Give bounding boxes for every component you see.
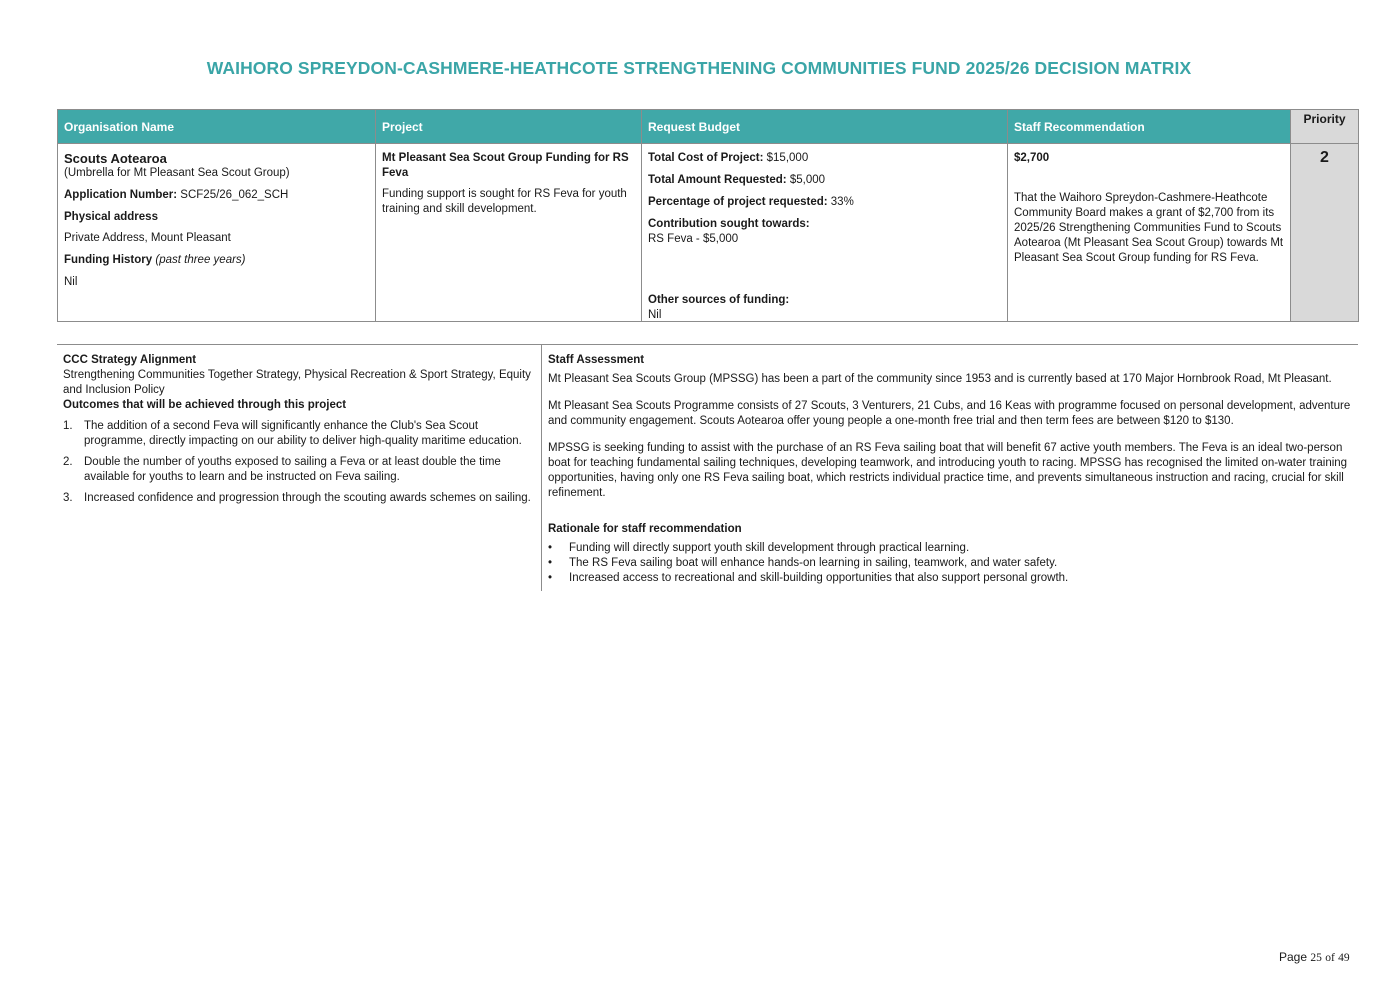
rationale-heading: Rationale for staff recommendation <box>548 523 742 535</box>
page-label: Page <box>1279 950 1308 964</box>
funding-history-label: Funding History <box>64 254 153 266</box>
contribution-label: Contribution sought towards: <box>648 218 810 230</box>
list-item-text: The addition of a second Feva will significantly enhance the Club's Sea Scout programme, directly impacting on our ability to deliver high-quality maritime education. <box>84 420 522 447</box>
physical-address: Private Address, Mount Pleasant <box>64 232 231 244</box>
funding-history-value: Nil <box>64 276 78 288</box>
budget-cell <box>642 144 1008 322</box>
table-header-row <box>58 110 1359 144</box>
list-item <box>63 491 533 506</box>
list-item-number: 1. <box>63 420 73 432</box>
other-sources <box>648 293 789 323</box>
page-total: 49 <box>1338 952 1350 964</box>
assessment-section <box>57 344 1358 591</box>
list-item-text: The RS Feva sailing boat will enhance hands-on learning in sailing, teamwork, and water safety. <box>569 557 1058 569</box>
list-item-text: Funding will directly support youth skill development through practical learning. <box>569 542 970 554</box>
decision-matrix-table <box>57 109 1359 322</box>
application-number-label: Application Number: <box>64 189 178 201</box>
bullet-icon: • <box>548 572 553 584</box>
project-cell <box>376 144 642 322</box>
recommendation-cell <box>1008 144 1291 322</box>
total-cost-value: $15,000 <box>766 152 809 164</box>
application-number-line <box>64 188 369 203</box>
application-number: SCF25/26_062_SCH <box>180 189 289 201</box>
strategy-text: Strengthening Communities Together Strategy, Physical Recreation & Sport Strategy, Equity and Inclusion Policy <box>63 369 531 396</box>
percentage-label: Percentage of project requested: <box>648 196 828 208</box>
strategy-heading: CCC Strategy Alignment <box>63 354 197 366</box>
outcomes-heading: Outcomes that will be achieved through this project <box>63 399 347 411</box>
list-item <box>548 556 1356 571</box>
organisation-umbrella: (Umbrella for Mt Pleasant Sea Scout Group) <box>64 167 290 179</box>
project-description: Funding support is sought for RS Feva for youth training and skill development. <box>382 188 627 215</box>
page-current: 25 <box>1310 952 1322 964</box>
other-sources-label: Other sources of funding: <box>648 294 790 306</box>
list-item-text: Double the number of youths exposed to sailing a Feva or at least double the time available for youths to learn and be instructed on Feva sailing. <box>84 456 501 483</box>
staff-assessment-column <box>548 353 1356 586</box>
list-item-number: 3. <box>63 492 73 504</box>
list-item <box>548 541 1356 556</box>
project-title: Mt Pleasant Sea Scout Group Funding for RS Feva <box>382 152 629 179</box>
header-organisation: Organisation Name <box>58 110 376 144</box>
list-item <box>548 571 1356 586</box>
assessment-paragraph: MPSSG is seeking funding to assist with the purchase of an RS Feva sailing boat that will benefit 67 active youth members. The Feva is an ideal two-person boat for teaching fundamental sailing techniques, developing teamwork, and introducing youth to racing. MPSSG has recognised the limited on-water training opportunities, having only one RS Feva sailing boat, which restricts individual practice time, and prevents simultaneous instruction and racing, crucial for skill refinement. <box>548 442 1348 499</box>
header-project: Project <box>376 110 642 144</box>
organisation-cell <box>58 144 376 322</box>
staff-assessment-heading: Staff Assessment <box>548 354 645 366</box>
header-budget: Request Budget <box>642 110 1008 144</box>
other-sources-value: Nil <box>648 309 662 321</box>
list-item-text: Increased access to recreational and skill-building opportunities that also support personal growth. <box>569 572 1069 584</box>
total-requested-label: Total Amount Requested: <box>648 174 787 186</box>
physical-address-label: Physical address <box>64 211 158 223</box>
total-requested-line <box>648 173 1001 188</box>
total-requested-value: $5,000 <box>789 174 826 186</box>
priority-value: 2 <box>1291 144 1359 322</box>
total-cost-line <box>648 151 1001 166</box>
bullet-icon: • <box>548 542 553 554</box>
rationale-list <box>548 541 1356 586</box>
recommendation-text: That the Waihoro Spreydon-Cashmere-Heathcote Community Board makes a grant of $2,700 from its 2025/26 Strengthening Communities Fund to Scouts Aotearoa (Mt Pleasant Sea Scout Group) towards Mt Pleasant Sea Scout Group funding for RS Feva. <box>1014 192 1284 264</box>
contribution-value: RS Feva - $5,000 <box>648 233 739 245</box>
funding-history-note: (past three years) <box>155 254 246 266</box>
total-cost-label: Total Cost of Project: <box>648 152 764 164</box>
table-row <box>58 144 1359 322</box>
bullet-icon: • <box>548 557 553 569</box>
assessment-paragraph: Mt Pleasant Sea Scouts Group (MPSSG) has been a part of the community since 1953 and is currently based at 170 Major Hornbrook Road, Mt Pleasant. <box>548 373 1332 385</box>
funding-history-line <box>64 253 369 268</box>
assessment-paragraph: Mt Pleasant Sea Scouts Programme consists of 27 Scouts, 3 Venturers, 21 Cubs, and 16 Keas with programme focused on personal development, adventure and community engagement. Scouts Aotearoa offer young people a one-month free trial and then term fees are between $120 to $130. <box>548 400 1351 427</box>
column-divider <box>541 345 542 591</box>
page-of-label: of <box>1325 952 1335 964</box>
list-item <box>63 455 533 485</box>
header-recommendation: Staff Recommendation <box>1008 110 1291 144</box>
header-priority: Priority <box>1291 110 1359 144</box>
strategy-column <box>63 353 533 512</box>
list-item-number: 2. <box>63 456 73 468</box>
percentage-value: 33% <box>830 196 854 208</box>
outcomes-list <box>63 419 533 506</box>
percentage-line <box>648 195 1001 210</box>
list-item-text: Increased confidence and progression through the scouting awards schemes on sailing. <box>84 492 531 504</box>
recommendation-amount: $2,700 <box>1014 152 1050 164</box>
list-item <box>63 419 533 449</box>
page-number <box>1279 950 1350 964</box>
document-title: WAIHORO SPREYDON-CASHMERE-HEATHCOTE STRENGTHENING COMMUNITIES FUND 2025/26 DECISION MATRIX <box>206 58 1192 78</box>
organisation-name: Scouts Aotearoa <box>64 151 167 166</box>
